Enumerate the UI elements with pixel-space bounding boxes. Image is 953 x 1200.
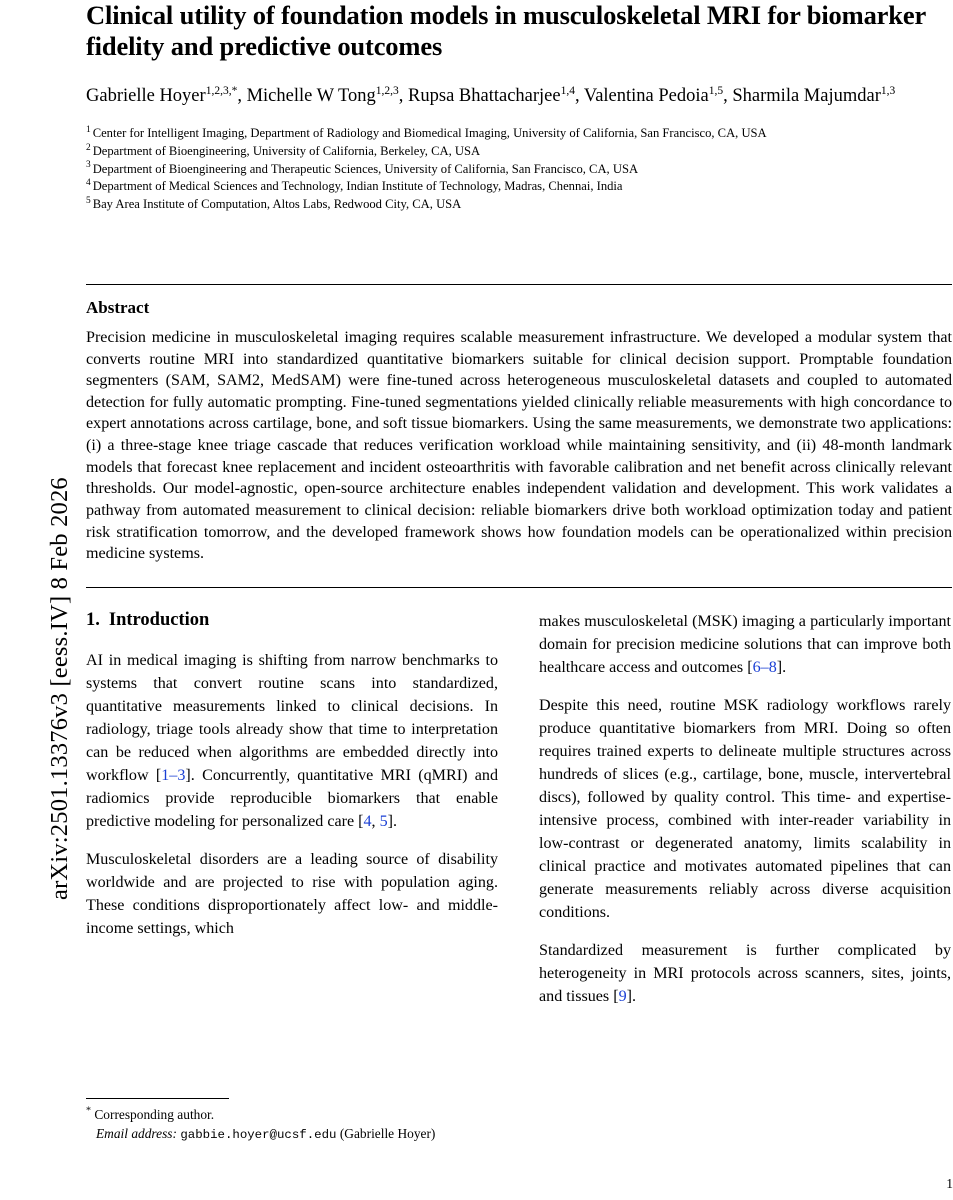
affiliation-text-4: Department of Medical Sciences and Technology, Indian Institute of Technology, Madras, Chennai, India	[92, 179, 623, 194]
paragraph: Standardized measurement is further complicated by heterogeneity in MRI protocols across scanners, sites, joints, and tissues [9].	[539, 941, 951, 1005]
arxiv-identifier: arXiv:2501.13376v3 [eess.IV] 8 Feb 2026	[46, 477, 73, 900]
affiliation-3	[86, 161, 952, 179]
abstract-heading: Abstract	[86, 297, 150, 317]
footnote-email-address[interactable]: gabbie.hoyer@ucsf.edu	[180, 1127, 337, 1142]
paper-page	[86, 0, 953, 1200]
body-columns	[86, 610, 952, 1023]
section-number: 1.	[86, 609, 100, 630]
footnote-email-owner: (Gabrielle Hoyer)	[339, 1125, 436, 1141]
citation-link[interactable]: 1–3	[161, 766, 186, 784]
affiliation-1	[86, 125, 952, 143]
affiliations	[86, 125, 952, 214]
page-number: 1	[946, 1176, 953, 1191]
affiliation-marker-3: 3	[86, 160, 91, 171]
footnote-corresponding-text: Corresponding author.	[94, 1107, 215, 1122]
citation-link[interactable]: 9	[618, 987, 627, 1005]
column-left	[86, 610, 498, 1023]
footnote-block	[86, 1098, 498, 1144]
author-list: Gabrielle Hoyer$^{1,2,3,*}$, Michelle W Tong$^{1,2,3}$, Rupsa Bhattacharjee$^{1,4}$, Valentina Pedoia$^{1,5}$, Sharmila Majumdar$^{1,3}$	[86, 85, 896, 107]
paragraph: Musculoskeletal disorders are a leading source of disability worldwide and are projected to rise with population aging. These conditions disproportionately affect low- and middle-income settings, which	[86, 850, 498, 937]
affiliation-text-1: Center for Intelligent Imaging, Department of Radiology and Biomedical Imaging, University of California, San Francisco, CA, USA	[92, 126, 767, 141]
affiliation-marker-2: 2	[86, 142, 91, 153]
abstract-body: Precision medicine in musculoskeletal imaging requires scalable measurement infrastructure. We developed a modular system that converts routine MRI into standardized quantitative biomarkers suitable for clinical decision support. Promptable foundation segmenters (SAM, SAM2, MedSAM) were fine-tuned across heterogeneous musculoskeletal datasets and coupled to automated detection for fully automatic prompting. Fine-tuned segmentations yielded clinically reliable measurements with high concordance to expert annotations across cartilage, bone, and soft tissue biomarkers. Using the same measurements, we demonstrate two applications: (i) a three-stage knee triage cascade that reduces verification workload while maintaining sensitivity, and (ii) 48-month landmark models that forecast knee replacement and incident osteoarthritis with favorable calibration and net benefit across clinically relevant thresholds. Our model-agnostic, open-source architecture enables independent validation and development. This work validates a pathway from automated measurement to clinical decision: reliable biomarkers drive both workload optimization today and patient risk stratification tomorrow, and the developed framework shows how foundation models can be operationalized within precision medicine systems.	[86, 328, 952, 563]
affiliation-text-5: Bay Area Institute of Computation, Altos Labs, Redwood City, CA, USA	[92, 197, 462, 212]
footnote-email-label: Email address:	[96, 1125, 177, 1141]
paragraph: AI in medical imaging is shifting from narrow benchmarks to systems that convert routine scans into standardized, quantitative measurements linked to clinical decisions. In radiology, triage tools already show that time to interpretation can be reduced when algorithms are embedded directly into workflow [1–3]. Concurrently, quantitative MRI (qMRI) and radiomics provide reproducible biomarkers that enable predictive modeling for personalized care [4, 5].	[86, 651, 498, 830]
paragraphs-right	[539, 610, 951, 1008]
footnote-corresponding-author	[86, 1106, 498, 1125]
abstract-top-divider	[86, 284, 952, 285]
paragraphs-left	[86, 649, 498, 940]
citation-link[interactable]: 5	[379, 812, 388, 830]
affiliation-2	[86, 143, 952, 161]
affiliation-text-2: Department of Bioengineering, University of California, Berkeley, CA, USA	[92, 143, 481, 158]
section-title: Introduction	[108, 609, 210, 630]
affiliation-4	[86, 178, 952, 196]
affiliation-marker-4: 4	[86, 178, 91, 189]
paragraph: Despite this need, routine MSK radiology workflows rarely produce quantitative biomarkers from MRI. Doing so often requires trained experts to delineate multiple structures across hundreds of slices (e.g., cartilage, bone, muscle, intervertebral discs), followed by quality control. This time- and expertise-intensive process, combined with inter-reader variability in low-contrast or degenerated anatomy, limits scalability in clinical practice and motivates automated pipelines that can generate measurements reliably across diverse acquisition conditions.	[539, 696, 951, 921]
citation-link[interactable]: 6–8	[752, 658, 777, 676]
arxiv-stamp	[0, 0, 86, 1200]
affiliation-text-3: Department of Bioengineering and Therapeutic Sciences, University of California, San Francisco, CA, USA	[92, 161, 639, 176]
abstract-bottom-divider	[86, 587, 952, 588]
section-heading	[86, 610, 498, 631]
paragraph: makes musculoskeletal (MSK) imaging a particularly important domain for precision medicine solutions that can improve both healthcare access and outcomes [6–8].	[539, 612, 951, 676]
column-right	[539, 610, 951, 1023]
footnote-divider	[86, 1098, 229, 1099]
footnote-email-line	[86, 1125, 498, 1144]
footnote-marker: *	[86, 1105, 91, 1117]
affiliation-marker-1: 1	[86, 124, 91, 135]
page-title: Clinical utility of foundation models in musculoskeletal MRI for biomarker fidelity and predictive outcomes	[86, 0, 926, 61]
affiliation-5	[86, 196, 952, 214]
citation-link[interactable]: 4	[363, 812, 372, 830]
affiliation-marker-5: 5	[86, 195, 91, 206]
